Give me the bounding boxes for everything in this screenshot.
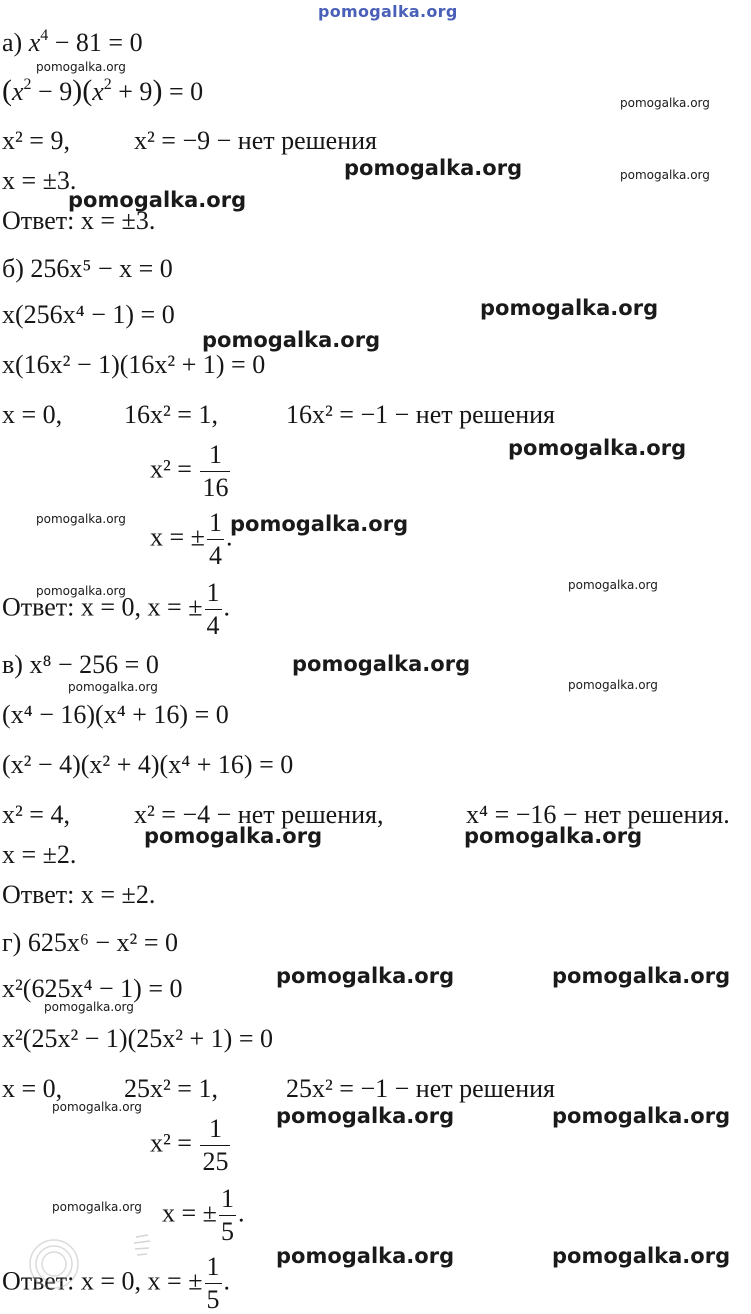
part-g-root: x = ± $\frac{1}{5}$ . (162, 1184, 245, 1246)
watermark-large: pomogalka.org (276, 1244, 455, 1268)
watermark-large: pomogalka.org (144, 824, 323, 848)
part-v-root: x = ±2. (2, 840, 77, 869)
part-b-step1: x(256x⁴ − 1) = 0 (2, 300, 175, 329)
watermark-large: pomogalka.org (552, 1244, 731, 1268)
watermark-small: pomogalka.org (44, 1000, 134, 1014)
part-a-equation (2, 28, 143, 58)
part-g-case1: x = 0, (2, 1074, 63, 1103)
stamp-mark-icon (18, 1228, 80, 1290)
watermark-small: pomogalka.org (568, 578, 658, 592)
watermark-small: pomogalka.org (68, 680, 158, 694)
part-b-case1: x = 0, (2, 400, 63, 429)
watermark-large: pomogalka.org (230, 512, 409, 536)
part-b-step2: x(16x² − 1)(16x² + 1) = 0 (2, 350, 266, 379)
watermark-small: pomogalka.org (36, 60, 126, 74)
part-a-exp: 4 (40, 27, 49, 44)
part-a-root: x = ±3. (2, 166, 77, 195)
part-a-case2: x² = −9 − нет решения (134, 126, 377, 155)
part-b-answer-fraction: $\frac{1}{4}$ (206, 578, 220, 640)
watermark-large: pomogalka.org (276, 964, 455, 988)
part-a-rest: − 81 = 0 (48, 28, 143, 57)
watermark-large: pomogalka.org (480, 296, 659, 320)
watermark-large: pomogalka.org (344, 156, 523, 180)
top-watermark: pomogalka.org (318, 2, 458, 21)
part-v-case3: x⁴ = −16 − нет решения. (466, 800, 730, 829)
part-b-square-fraction: $\frac{1}{16}$ (202, 440, 229, 502)
part-g-answer: Ответ: x = 0, x = ± $\frac{1}{5}$ . (2, 1252, 230, 1314)
watermark-large: pomogalka.org (508, 436, 687, 460)
part-b-answer: Ответ: x = 0, x = ± $\frac{1}{4}$ . (2, 578, 230, 640)
part-v-equation: в) x⁸ − 256 = 0 (2, 650, 159, 679)
part-b-root-fraction: $\frac{1}{4}$ (208, 508, 222, 570)
part-a-answer: Ответ: x = ±3. (2, 206, 156, 235)
watermark-small: pomogalka.org (568, 678, 658, 692)
part-b-case2: 16x² = 1, (124, 400, 218, 429)
watermark-large: pomogalka.org (464, 824, 643, 848)
part-v-step1: (x⁴ − 16)(x⁴ + 16) = 0 (2, 700, 229, 729)
watermark-small: pomogalka.org (36, 512, 126, 526)
part-b-square: x² = $\frac{1}{16}$ (150, 440, 229, 502)
part-g-answer-fraction: $\frac{1}{5}$ (206, 1252, 220, 1314)
part-a-var: x (28, 28, 41, 57)
part-v-step2: (x² − 4)(x² + 4)(x⁴ + 16) = 0 (2, 750, 294, 779)
part-v-answer: Ответ: x = ±2. (2, 880, 156, 909)
smudge-mark-icon (130, 1233, 154, 1259)
watermark-large: pomogalka.org (276, 1104, 455, 1128)
watermark-large: pomogalka.org (68, 188, 247, 212)
watermark-small: pomogalka.org (620, 168, 710, 182)
part-a-label: а) (2, 28, 23, 57)
part-v-case1: x² = 4, (2, 800, 70, 829)
watermark-small: pomogalka.org (620, 96, 710, 110)
part-g-equation: г) 625x⁶ − x² = 0 (2, 928, 179, 957)
watermark-large: pomogalka.org (552, 964, 731, 988)
part-b-equation: б) 256x⁵ − x = 0 (2, 254, 173, 283)
part-g-square: x² = $\frac{1}{25}$ (150, 1114, 229, 1176)
watermark-small: pomogalka.org (52, 1200, 142, 1214)
part-v-case2: x² = −4 − нет решения, (134, 800, 384, 829)
part-b-root: x = ± $\frac{1}{4}$ . (150, 508, 233, 570)
part-g-square-fraction: $\frac{1}{25}$ (202, 1114, 229, 1176)
watermark-small: pomogalka.org (52, 1100, 142, 1114)
part-g-step2: x²(25x² − 1)(25x² + 1) = 0 (2, 1024, 274, 1053)
part-a-case1: x² = 9, (2, 126, 70, 155)
part-g-case2: 25x² = 1, (124, 1074, 218, 1103)
part-g-case3: 25x² = −1 − нет решения (286, 1074, 555, 1103)
part-a-factored: $(x^2 - 9)(x^2 + 9) = 0$ (2, 74, 204, 107)
watermark-small: pomogalka.org (36, 584, 126, 598)
watermark-large: pomogalka.org (552, 1104, 731, 1128)
part-g-step1: x²(625x⁴ − 1) = 0 (2, 974, 183, 1003)
part-g-root-fraction: $\frac{1}{5}$ (220, 1184, 234, 1246)
watermark-large: pomogalka.org (292, 652, 471, 676)
part-b-case3: 16x² = −1 − нет решения (286, 400, 555, 429)
watermark-large: pomogalka.org (202, 328, 381, 352)
